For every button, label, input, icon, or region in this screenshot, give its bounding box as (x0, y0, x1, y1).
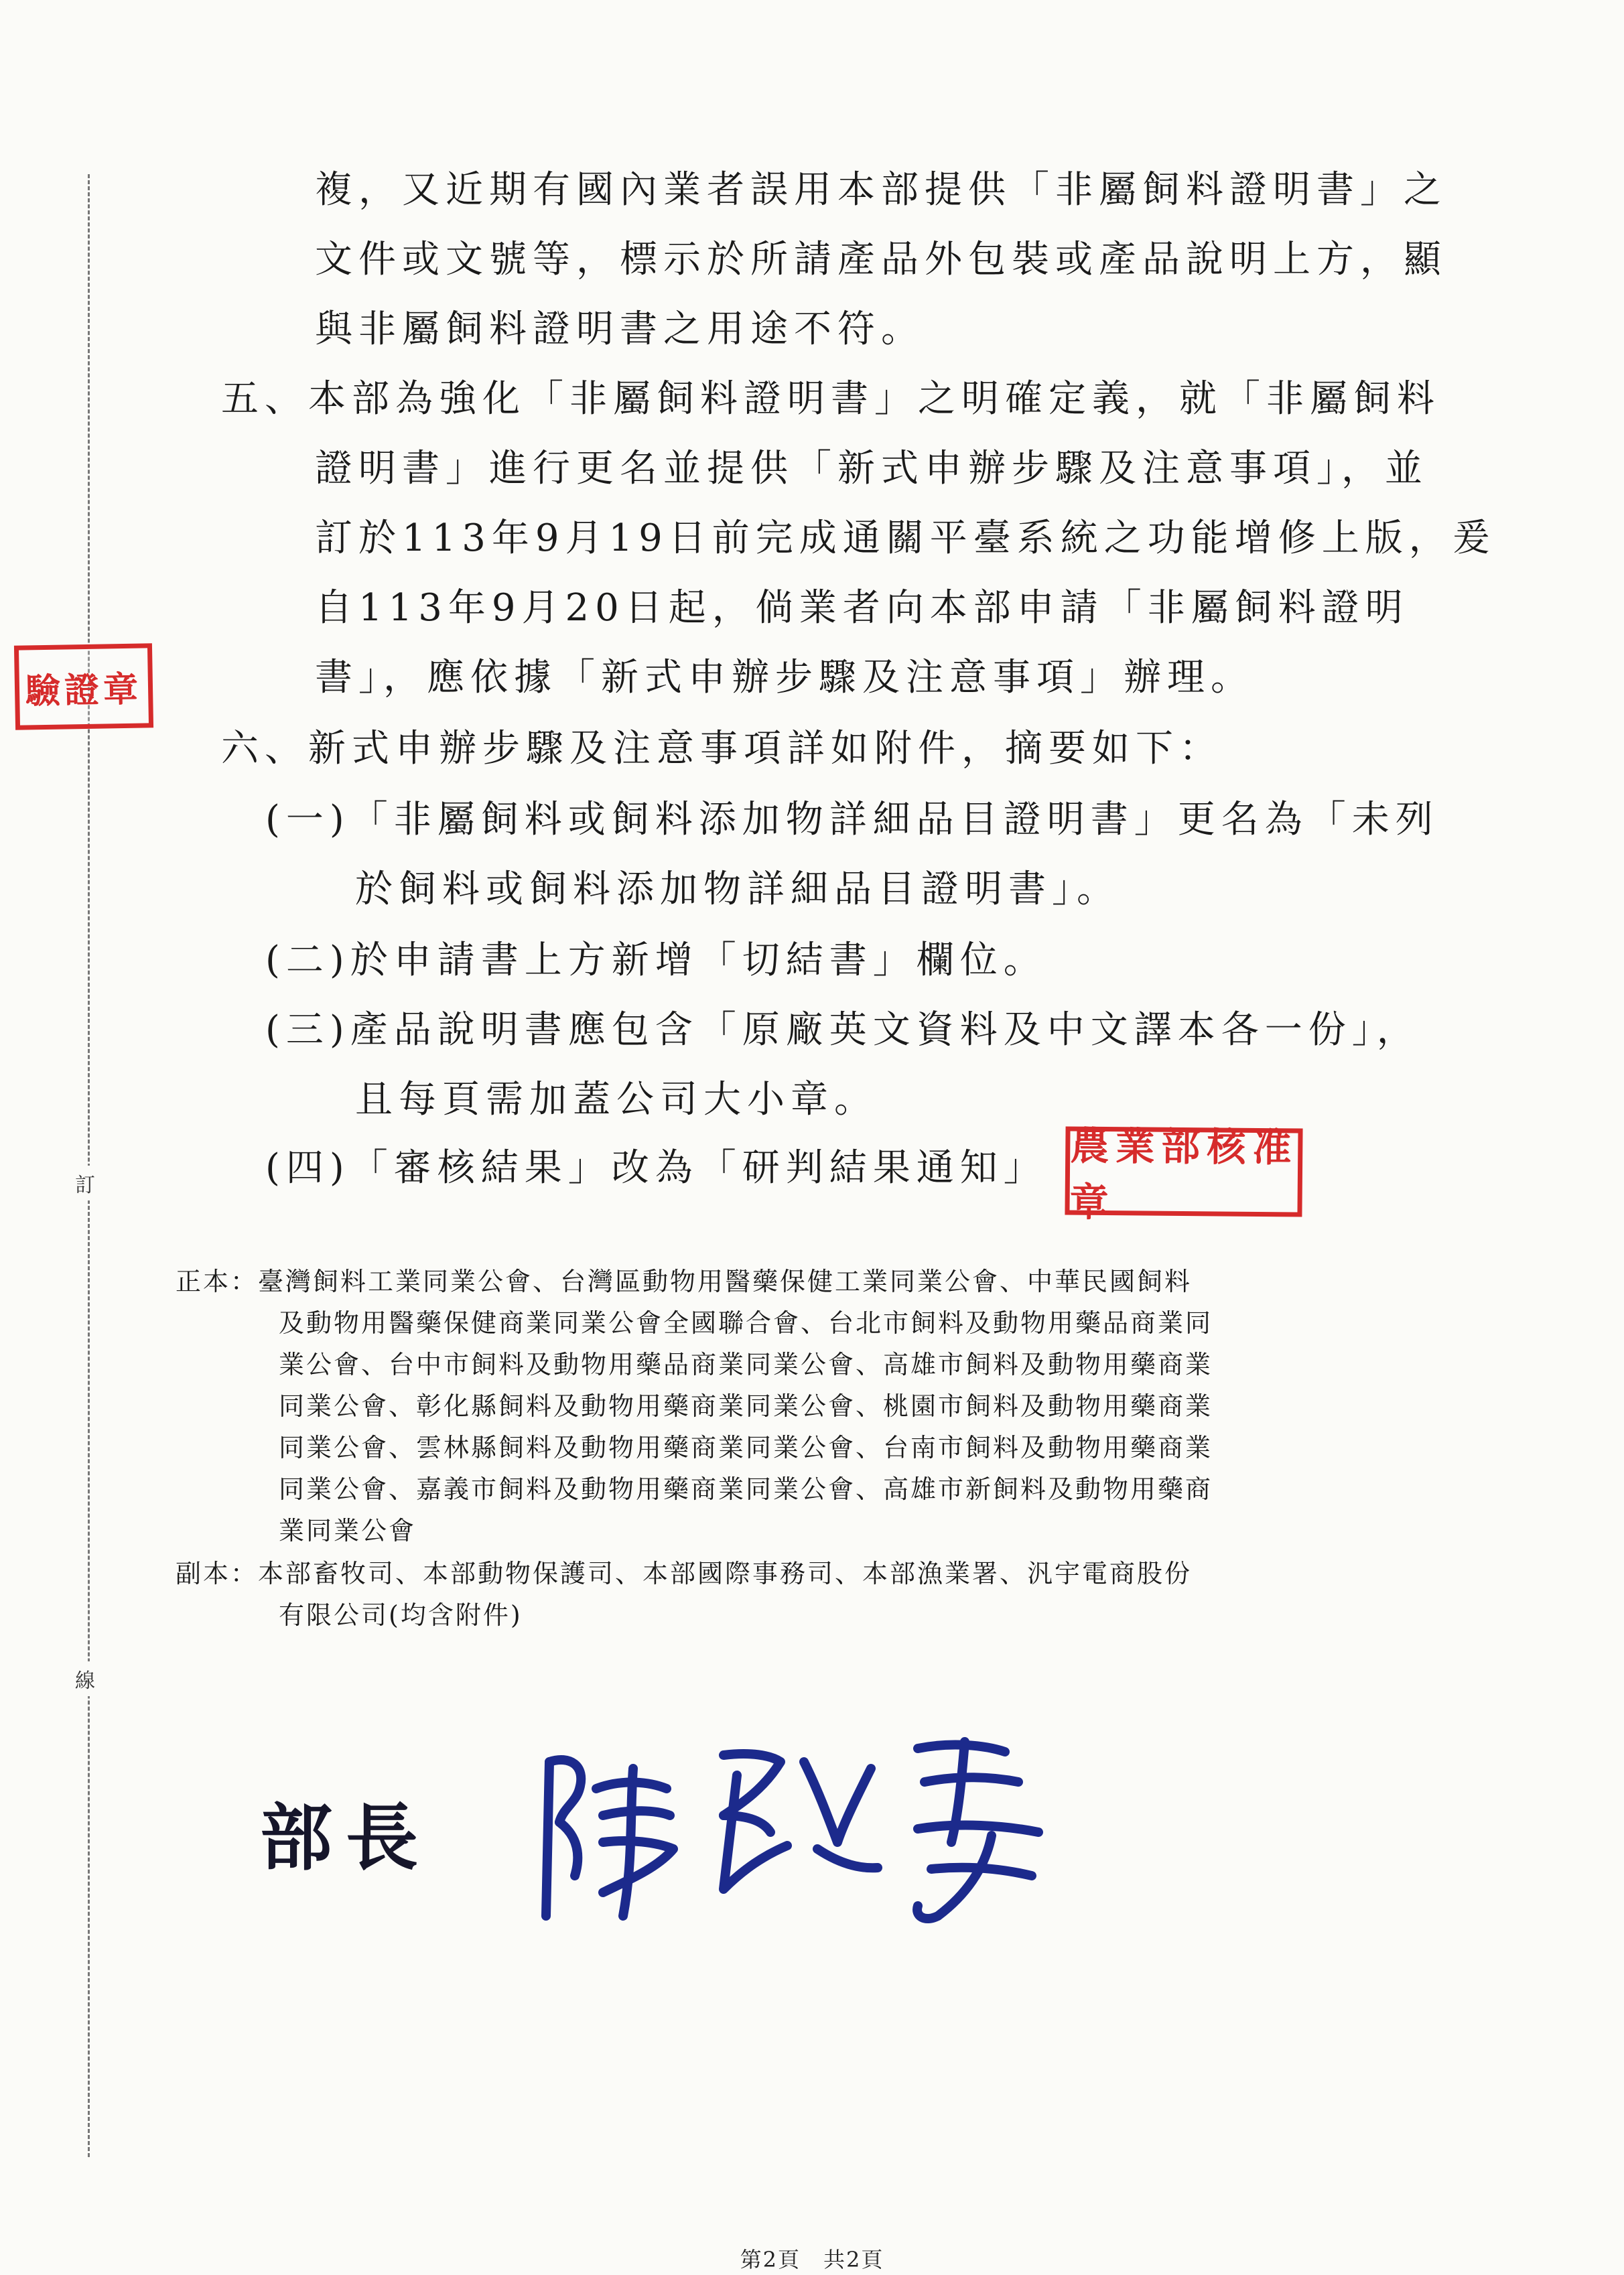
body-line: 證明書」進行更名並提供「新式申辦步驟及注意事項」，並 (315, 447, 1428, 490)
page-number-footer: 第2頁 共2頁 (740, 2247, 884, 2272)
body-line: 自113年9月20日起，倘業者向本部申請「非屬飼料證明 (315, 586, 1409, 630)
body-line: 書」，應依據「新式申辦步驟及注意事項」辦理。 (315, 656, 1254, 699)
body-line: 文件或文號等，標示於所請產品外包裝或產品說明上方，顯 (315, 238, 1447, 281)
primary-recipients-line: 正本：臺灣飼料工業同業公會、台灣區動物用醫藥保健工業同業公會、中華民國飼料 (176, 1267, 1193, 1296)
item-one-continued: 於飼料或飼料添加物詳細品目證明書」。 (355, 868, 1120, 911)
recipients-line: 有限公司(均含附件) (279, 1600, 523, 1630)
right-red-stamp (1065, 1123, 1302, 1226)
recipients-line: 業公會、台中市飼料及動物用藥品商業同業公會、高雄市飼料及動物用藥商業 (279, 1350, 1213, 1379)
recipients-line: 同業公會、嘉義市飼料及動物用藥商業同業公會、高雄市新飼料及動物用藥商 (279, 1474, 1213, 1504)
copy-recipients-line: 副本：本部畜牧司、本部動物保護司、本部國際事務司、本部漁業署、汎宇電商股份 (176, 1559, 1193, 1588)
binding-label-xian: 線 (75, 1661, 95, 1696)
section-five-heading: 五、本部為強化「非屬飼料證明書」之明確定義，就「非屬飼料 (221, 377, 1440, 421)
left-red-stamp (14, 643, 153, 730)
signature-name: 陳駿季 (523, 1715, 525, 1716)
item-two: (二)於申請書上方新增「切結書」欄位。 (265, 939, 1047, 982)
right-stamp-text: 農業部核准章 (1069, 1123, 1298, 1226)
item-four: (四)「審核結果」改為「研判結果通知」 (265, 1146, 1047, 1190)
body-line: 與非屬飼料證明書之用途不符。 (315, 307, 925, 351)
recipients-line: 同業公會、雲林縣飼料及動物用藥商業同業公會、台南市飼料及動物用藥商業 (279, 1433, 1213, 1462)
item-three: (三)產品說明書應包含「原廠英文資料及中文譯本各一份」， (265, 1008, 1420, 1052)
signatory-title: 部長 (260, 1796, 432, 1880)
body-line: 複，又近期有國內業者誤用本部提供「非屬飼料證明書」之 (315, 168, 1447, 212)
left-stamp-text: 驗證章 (25, 668, 143, 712)
section-six-heading: 六、新式申辦步驟及注意事項詳如附件，摘要如下： (221, 727, 1223, 770)
body-line: 訂於113年9月19日前完成通關平臺系統之功能增修上版，爰 (315, 516, 1496, 560)
item-three-continued: 且每頁需加蓋公司大小章。 (355, 1078, 878, 1121)
recipients-line: 業同業公會 (279, 1516, 417, 1545)
recipients-line: 及動物用醫藥保健商業同業公會全國聯合會、台北市飼料及動物用藥品商業同 (279, 1308, 1213, 1338)
item-one: (一)「非屬飼料或飼料添加物詳細品目證明書」更名為「未列 (265, 798, 1439, 841)
recipients-line: 同業公會、彰化縣飼料及動物用藥商業同業公會、桃園市飼料及動物用藥商業 (279, 1391, 1213, 1421)
handwritten-signature (523, 1715, 1085, 1929)
binding-label-ding: 訂 (75, 1166, 95, 1200)
